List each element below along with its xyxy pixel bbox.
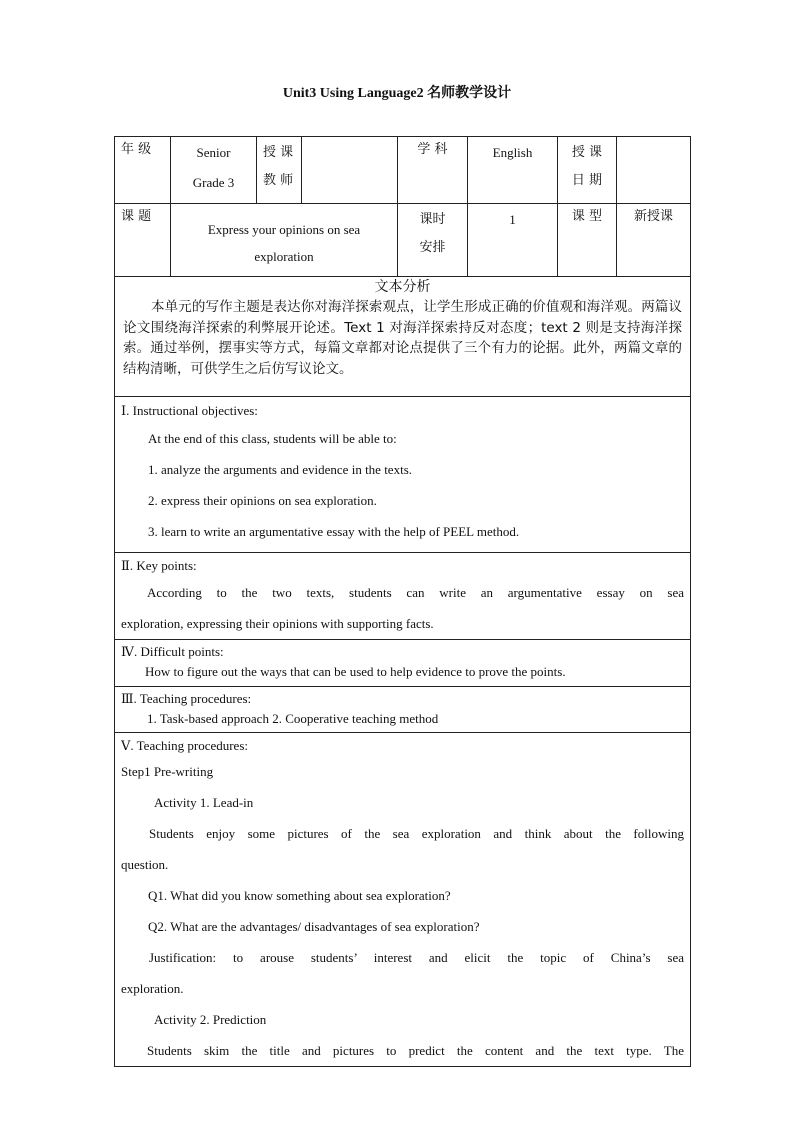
- objective-item: 1. analyze the arguments and evidence in the texts.: [148, 462, 412, 477]
- document-title: Unit3 Using Language2 名师教学设计: [282, 86, 512, 101]
- date-label: 授 课 日 期: [558, 137, 617, 204]
- step-title: Step1 Pre-writing: [121, 764, 214, 779]
- grade-value: Senior Grade 3: [171, 137, 257, 204]
- topic-value: Express your opinions on sea exploration: [171, 204, 398, 277]
- key-points-cell: [115, 553, 691, 640]
- header-row-2: [115, 204, 691, 277]
- key-points-line: According to the two texts, students can write an argumentative essay on sea: [147, 585, 684, 600]
- analysis-heading: 文本分析: [374, 279, 431, 295]
- subject-value: English: [468, 137, 558, 204]
- procedures-steps-cell: [115, 733, 691, 1067]
- key-points-line: exploration, expressing their opinions with supporting facts.: [121, 616, 434, 631]
- procedures-steps-heading: Ⅴ. Teaching procedures:: [121, 738, 248, 753]
- justification-line: exploration.: [121, 981, 184, 996]
- procedures-methods-heading: Ⅲ. Teaching procedures:: [121, 691, 252, 706]
- analysis-text: 本单元的写作主题是表达你对海洋探索观点，让学生形成正确的价值观和海洋观。两篇议论文围绕海洋探索的利弊展开论述。Text 1 对海洋探索持反对态度；text 2 则是支持海洋探索。通过举例，摆事实等方式，每篇文章都对论点提供了三个有力的论据。此外，两篇文章的结构清晰，可供学生之后仿写议论文。: [123, 299, 682, 377]
- analysis-row: [115, 277, 691, 397]
- procedures-methods-row: [115, 687, 691, 733]
- lesson-plan-table: [114, 136, 691, 1067]
- paragraph-line: Students skim the title and pictures to predict the content and the text type. The: [147, 1043, 684, 1058]
- key-points-row: [115, 553, 691, 640]
- paragraph-line: Students enjoy some pictures of the sea exploration and think about the following: [149, 826, 684, 841]
- objectives-heading: Ⅰ. Instructional objectives:: [121, 403, 258, 418]
- difficult-heading: Ⅳ. Difficult points:: [121, 644, 224, 659]
- objective-item: 3. learn to write an argumentative essay with the help of PEEL method.: [148, 524, 520, 539]
- objectives-cell: [115, 397, 691, 553]
- activity-title: Activity 1. Lead-in: [154, 795, 254, 810]
- teacher-value: [302, 137, 398, 204]
- analysis-cell: [115, 277, 691, 397]
- date-value: [617, 137, 691, 204]
- paragraph-line: question.: [121, 857, 169, 872]
- grade-label: 年 级: [115, 137, 171, 204]
- procedures-methods-text: 1. Task-based approach 2. Cooperative teaching method: [147, 711, 439, 726]
- type-label: 课 型: [558, 204, 617, 277]
- procedures-methods-cell: [115, 687, 691, 733]
- header-row-1: [115, 137, 691, 204]
- difficult-cell: [115, 640, 691, 687]
- subject-label: 学 科: [398, 137, 468, 204]
- key-points-heading: Ⅱ. Key points:: [121, 558, 197, 573]
- hours-label: 课时 安排: [398, 204, 468, 277]
- difficult-text: How to figure out the ways that can be used to help evidence to prove the points.: [145, 664, 566, 679]
- justification-line: Justification: to arouse students’ interest and elicit the topic of China’s sea: [149, 950, 684, 965]
- objectives-intro: At the end of this class, students will be able to:: [148, 431, 397, 446]
- procedures-steps-row: [115, 733, 691, 1067]
- topic-label: 课 题: [115, 204, 171, 277]
- hours-value: 1: [468, 204, 558, 277]
- activity-title: Activity 2. Prediction: [154, 1012, 267, 1027]
- question-item: Q2. What are the advantages/ disadvantages of sea exploration?: [148, 919, 480, 934]
- teacher-label: 授 课 教 师: [257, 137, 302, 204]
- objectives-row: [115, 397, 691, 553]
- question-item: Q1. What did you know something about sea exploration?: [148, 888, 451, 903]
- difficult-row: [115, 640, 691, 687]
- objective-item: 2. express their opinions on sea exploration.: [148, 493, 377, 508]
- type-value: 新授课: [617, 204, 691, 277]
